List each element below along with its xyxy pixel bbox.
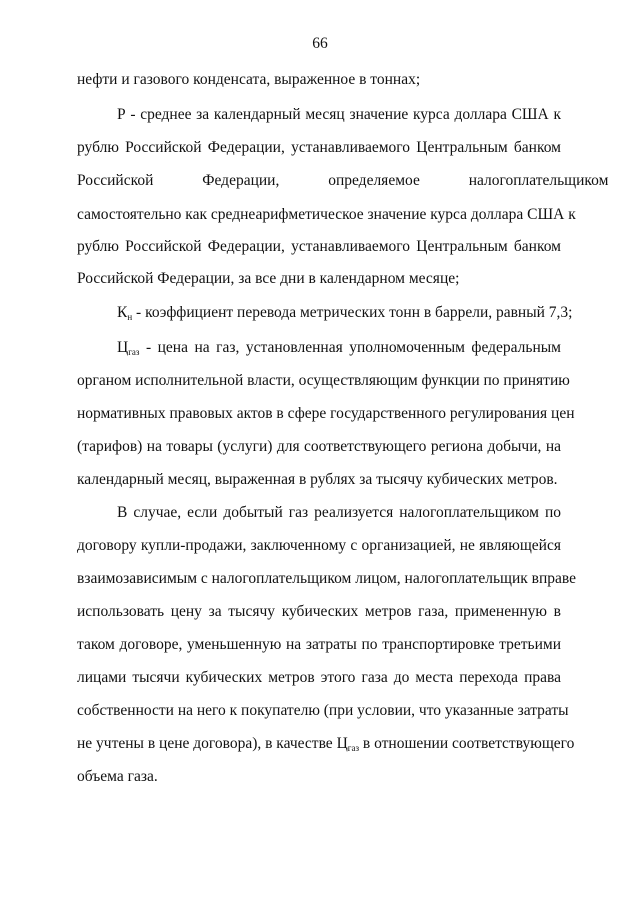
kn-subscript: н (127, 312, 133, 322)
text-line: собственности на него к покупателю (при условии, что указанные затраты (77, 702, 569, 719)
kn-symbol: К (117, 304, 128, 321)
cgaz-line (117, 338, 561, 358)
text-line: таком договоре, уменьшенную на затраты по транспортировке третьими (77, 636, 561, 653)
text-line: использовать цену за тысячу кубических метров газа, примененную в (77, 603, 561, 620)
kn-line (117, 303, 573, 323)
last-line-before: не учтены в цене договора), в качестве (77, 735, 337, 752)
text-line: Российской Федерации, за все дни в календарном месяце; (77, 270, 460, 287)
last-line-after: в отношении соответствующего (359, 735, 575, 752)
text-line: взаимозависимым с налогоплательщиком лицом, налогоплательщик вправе (77, 570, 577, 587)
last-line-symbol: Ц (336, 735, 348, 752)
text-line: органом исполнительной власти, осуществляющим функции по принятию (77, 372, 570, 389)
text-line: Р - среднее за календарный месяц значение курса доллара США к (117, 106, 561, 123)
cgaz-subscript: газ (128, 347, 140, 357)
text-line: объема газа. (77, 768, 158, 785)
cgaz-symbol: Ц (117, 339, 129, 356)
text-line: нормативных правовых актов в сфере государственного регулирования цен (77, 405, 575, 422)
text-line: календарный месяц, выраженная в рублях за тысячу кубических метров. (77, 471, 558, 488)
text-line: самостоятельно как среднеарифметическое значение курса доллара США к (77, 206, 576, 223)
text-line: (тарифов) на товары (услуги) для соответствующего региона добычи, на (77, 438, 561, 455)
text-line: Российской Федерации, определяемое налогоплательщиком (77, 172, 609, 189)
text-line: нефти и газового конденсата, выраженное в тоннах; (77, 71, 421, 88)
cgaz-text: - цена на газ, установленная уполномоченным федеральным (139, 339, 561, 356)
page-number: 66 (312, 35, 328, 52)
text-line: договору купли-продажи, заключенному с организацией, не являющейся (77, 537, 561, 554)
last-line (77, 734, 575, 754)
text-line: В случае, если добытый газ реализуется налогоплательщиком по (117, 504, 561, 521)
text-line: лицами тысячи кубических метров этого газа до места перехода права (77, 669, 561, 686)
kn-text: - коэффициент перевода метрических тонн в баррели, равный 7,3; (132, 304, 573, 321)
text-line: рублю Российской Федерации, устанавливаемого Центральным банком (77, 238, 561, 255)
text-line: рублю Российской Федерации, устанавливаемого Центральным банком (77, 139, 561, 156)
last-line-subscript: газ (347, 743, 360, 753)
